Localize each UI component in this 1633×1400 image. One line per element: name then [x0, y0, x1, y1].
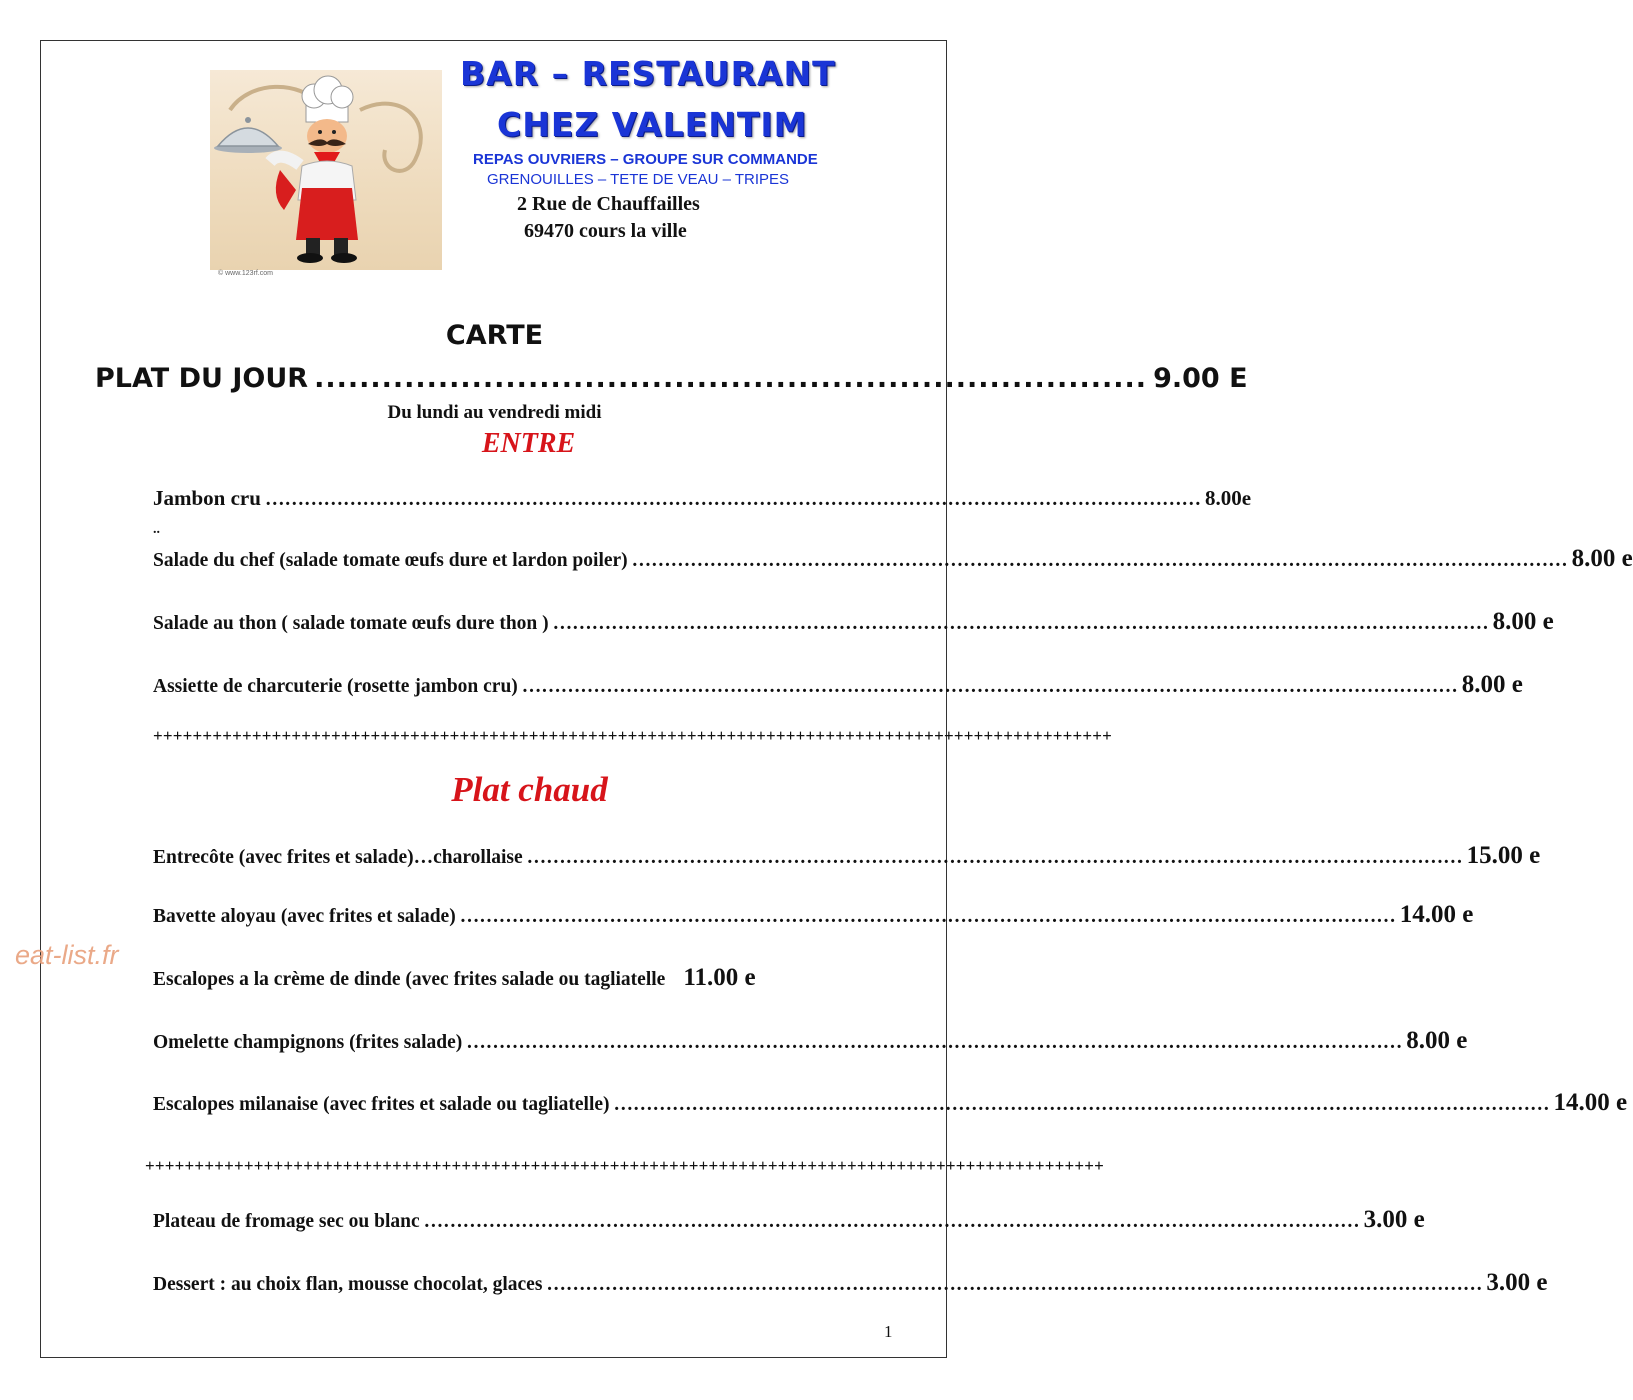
- address-city: 69470 cours la ville: [524, 220, 687, 242]
- menu-item: [153, 1027, 1468, 1055]
- menu-item: [153, 671, 1523, 699]
- dot-leader: ………………………………………………………………………………………………………………………………: [613, 1094, 1550, 1115]
- plat-du-jour-note: Du lundi au vendredi midi: [387, 402, 602, 423]
- address-street: 2 Rue de Chauffailles: [517, 193, 700, 215]
- restaurant-subtitle-2: GRENOUILLES – TETE DE VEAU – TRIPES: [487, 171, 790, 188]
- menu-item: [153, 842, 1541, 870]
- dot-leader: ………………………………………………………………………………………………………………………………: [423, 1211, 1360, 1232]
- dot-leader: ………………………………………………………………………………………………………………………………: [526, 847, 1463, 868]
- dot-leader: ………………………………………………………………………………………………………………………………: [459, 906, 1396, 927]
- restaurant-subtitle-1: REPAS OUVRIERS – GROUPE SUR COMMANDE: [473, 151, 818, 168]
- carte-heading: CARTE: [445, 320, 544, 351]
- item-price: 15.00 e: [1466, 842, 1541, 869]
- item-name: Salade du chef (salade tomate œufs dure et lardon poiler): [153, 550, 628, 571]
- item-name: Entrecôte (avec frites et salade)…charollaise: [153, 847, 523, 868]
- watermark: eat-list.fr: [15, 940, 119, 970]
- chef-icon: [210, 70, 442, 270]
- item-name: Salade au thon ( salade tomate œufs dure thon ): [153, 613, 549, 634]
- stray-mark: ..: [153, 522, 160, 537]
- item-price: 8.00e: [1204, 486, 1252, 510]
- item-name: Dessert : au choix flan, mousse chocolat, glaces: [153, 1274, 543, 1295]
- item-price: 8.00 e: [1492, 608, 1554, 635]
- item-price: 14.00 e: [1553, 1089, 1628, 1116]
- item-name: Bavette aloyau (avec frites et salade): [153, 906, 456, 927]
- separator-line: +++++++++++++++++++++++++++++++++++++++++++++++++++++++++++++++++++++++++++++++++++++++++++++++++: [153, 726, 1113, 745]
- dot-leader: ………………………………………………………………………………………………………………………………: [521, 676, 1458, 697]
- dot-leader: ………………………………………………………………………………………………………………………………: [631, 550, 1568, 571]
- plat-du-jour-leader: ..........................................................................: [314, 363, 1148, 394]
- dot-leader: ………………………………………………………………………………………………………………………………: [264, 489, 1201, 510]
- menu-item: [153, 608, 1554, 636]
- item-price: 3.00 e: [1363, 1206, 1425, 1233]
- plat-du-jour-row: [95, 363, 1248, 394]
- item-name: Assiette de charcuterie (rosette jambon cru): [153, 676, 518, 697]
- separator-line: +++++++++++++++++++++++++++++++++++++++++++++++++++++++++++++++++++++++++++++++++++++++++++++++++: [145, 1156, 1105, 1175]
- section-title-plat-chaud: Plat chaud: [451, 770, 608, 809]
- section-title-entre: ENTRE: [481, 428, 576, 459]
- item-name: Escalopes milanaise (avec frites et salade ou tagliatelle): [153, 1094, 610, 1115]
- item-name: Omelette champignons (frites salade): [153, 1032, 463, 1053]
- restaurant-title-line2: CHEZ VALENTIM: [497, 105, 808, 144]
- item-name: Escalopes a la crème de dinde (avec frites salade ou tagliatelle: [153, 969, 666, 990]
- plat-du-jour-label: PLAT DU JOUR: [95, 363, 309, 394]
- plat-du-jour-price: 9.00 E: [1153, 363, 1248, 394]
- chef-illustration: [210, 70, 442, 270]
- item-price: 8.00 e: [1571, 545, 1633, 572]
- menu-item: [153, 545, 1633, 573]
- item-price: 11.00 e: [683, 964, 756, 991]
- dot-leader: ………………………………………………………………………………………………………………………………: [552, 613, 1489, 634]
- dot-leader: ………………………………………………………………………………………………………………………………: [546, 1274, 1483, 1295]
- menu-item: [153, 1206, 1425, 1234]
- page-number: 1: [884, 1322, 893, 1341]
- menu-item: [153, 486, 1252, 511]
- item-price: 8.00 e: [1461, 671, 1523, 698]
- restaurant-title-line1: BAR – RESTAURANT: [460, 54, 836, 93]
- menu-item: [153, 964, 865, 992]
- image-caption: © www.123rf.com: [218, 270, 273, 277]
- item-name: Plateau de fromage sec ou blanc: [153, 1211, 420, 1232]
- item-price: 3.00 e: [1486, 1269, 1548, 1296]
- item-name: Jambon cru: [153, 486, 261, 510]
- dot-leader: ………………………………………………………………………………………………………………………………: [466, 1032, 1403, 1053]
- item-price: 14.00 e: [1399, 901, 1474, 928]
- item-price: 8.00 e: [1406, 1027, 1468, 1054]
- menu-item: [153, 1269, 1548, 1297]
- menu-item: [153, 1089, 1628, 1117]
- menu-item: [153, 901, 1474, 929]
